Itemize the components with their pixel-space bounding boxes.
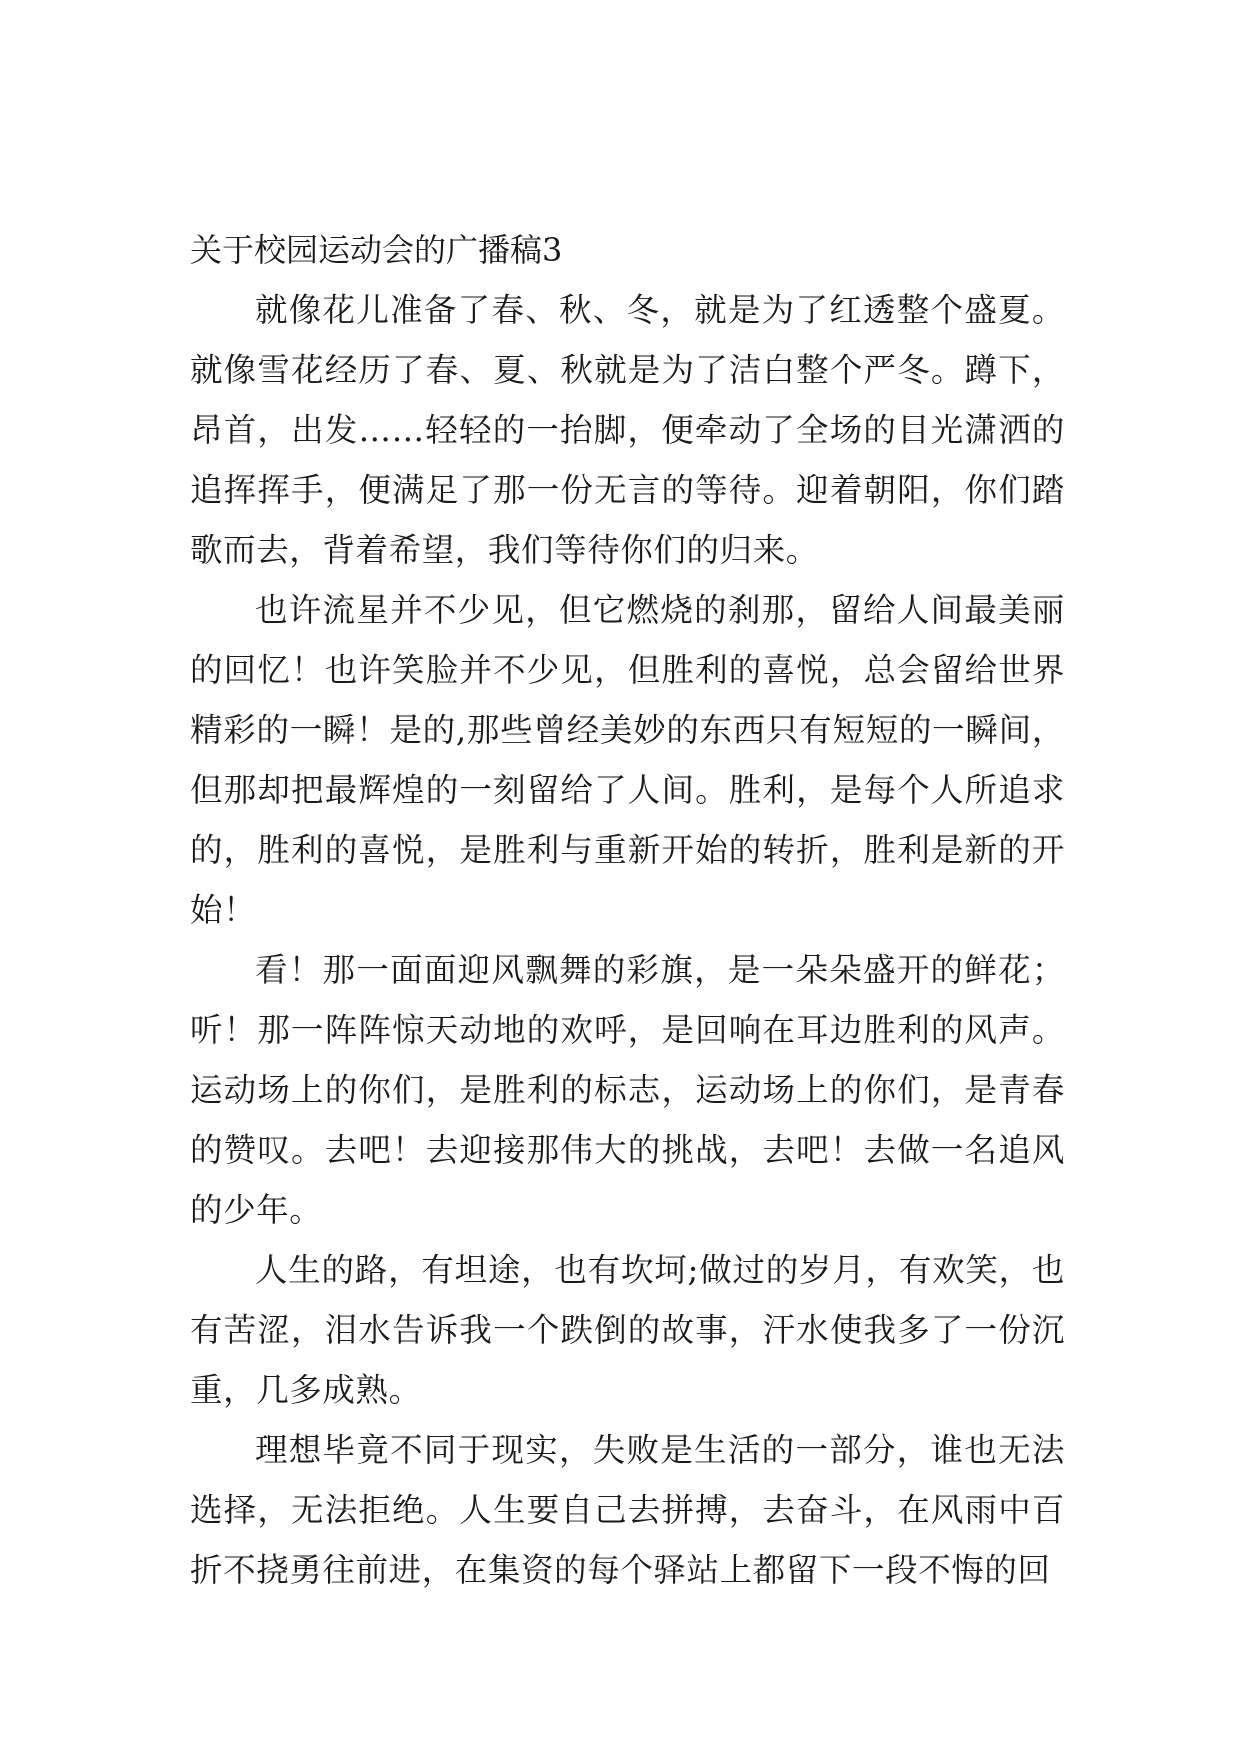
paragraph-1: 就像花儿准备了春、秋、冬，就是为了红透整个盛夏。就像雪花经历了春、夏、秋就是为了洁白整个严冬。蹲下，昂首，出发……轻轻的一抬脚，便牵动了全场的目光潇洒的追挥挥手，便满足了那一份无言的等待。迎着朝阳，你们踏歌而去，背着希望，我们等待你们的归来。 (190, 291, 1065, 569)
paragraph-2: 也许流星并不少见，但它燃烧的刹那，留给人间最美丽的回忆！也许笑脸并不少见，但胜利的喜悦，总会留给世界精彩的一瞬！是的,那些曾经美妙的东西只有短短的一瞬间，但那却把最辉煌的一刻留给了人间。胜利，是每个人所追求的，胜利的喜悦，是胜利与重新开始的转折，胜利是新的开始！ (190, 591, 1065, 929)
paragraph-4: 人生的路，有坦途，也有坎坷;做过的岁月，有欢笑，也有苦涩，泪水告诉我一个跌倒的故事，汗水使我多了一份沉重，几多成熟。 (190, 1251, 1065, 1409)
paragraph-5: 理想毕竟不同于现实，失败是生活的一部分，谁也无法选择，无法拒绝。人生要自己去拼搏，去奋斗，在风雨中百折不挠勇往前进，在集资的每个驿站上都留下一段不悔的回 (190, 1431, 1065, 1589)
paragraph-3: 看！那一面面迎风飘舞的彩旗，是一朵朵盛开的鲜花；听！那一阵阵惊天动地的欢呼，是回响在耳边胜利的风声。运动场上的你们，是胜利的标志，运动场上的你们，是青春的赞叹。去吧！去迎接那伟大的挑战，去吧！去做一名追风的少年。 (190, 951, 1065, 1229)
document-body (190, 220, 1065, 1600)
document-title: 关于校园运动会的广播稿3 (190, 231, 563, 269)
